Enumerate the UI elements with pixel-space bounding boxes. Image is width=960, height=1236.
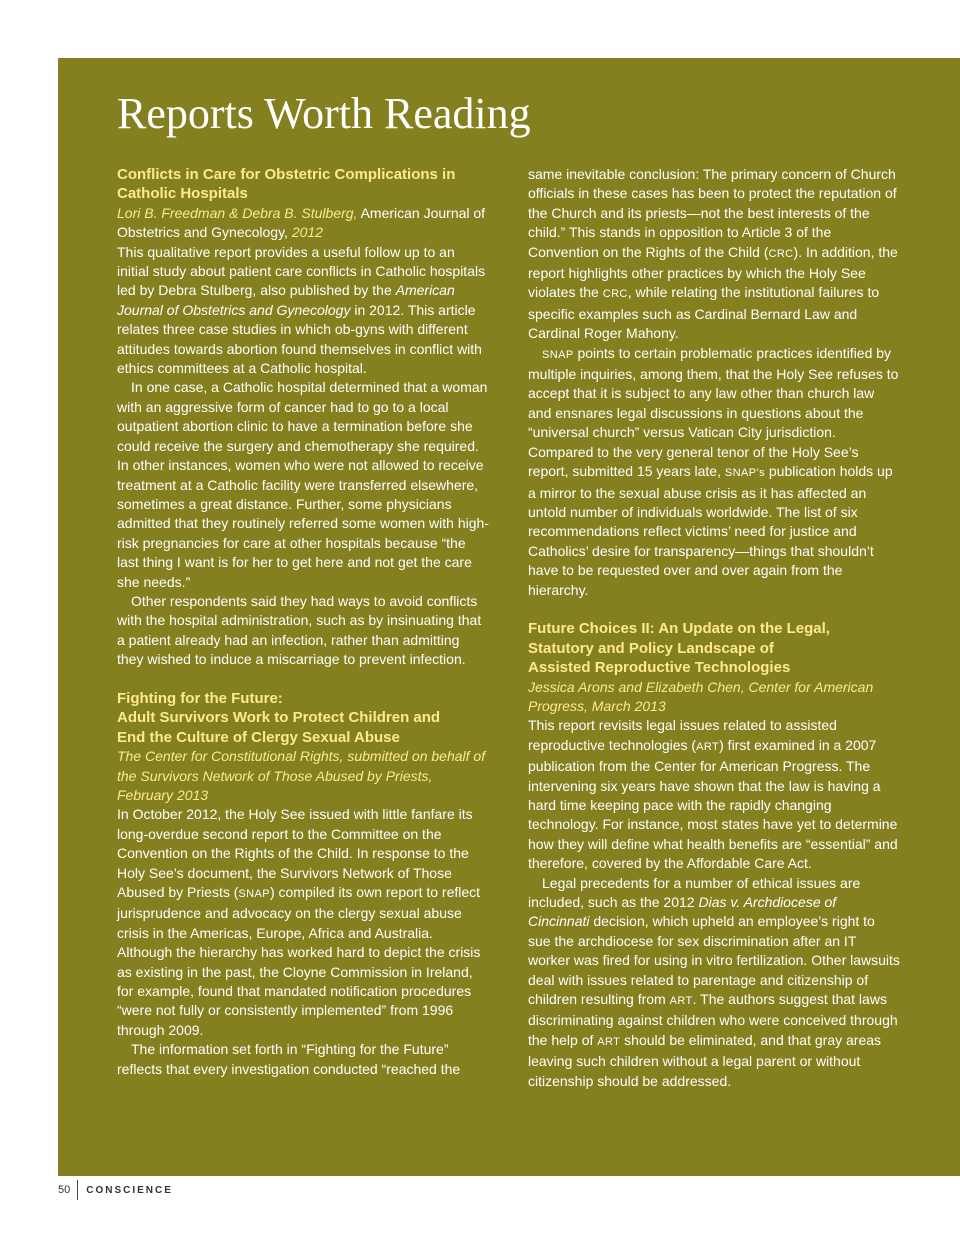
article-paragraph — [528, 165, 900, 344]
paragraph-text: ) first examined in a 2007 publication from the Center for American Progress. The intervening six years have shown that the law is having a hard time keeping pace with the rapidly changing technology. For instance, most states have yet to determine how they will define what health benefits are “essential” and therefore, covered by the Affordable Care Act. — [528, 736, 898, 872]
article-title: Conflicts in Care for Obstetric Complications in Catholic Hospitals — [117, 166, 456, 203]
paragraph-text: In October 2012, the Holy See issued with little fanfare its long-overdue second report to the Committee on the Convention on the Rights of the Child. In response to the Holy See’s document, the Survivors Network of Those Abused by Priests ( — [117, 806, 473, 901]
article-paragraph: Other respondents said they had ways to avoid conflicts with the hospital administration, such as by insinuating that a patient already had an infection, rather than admitting they wished to induce a miscarriage to prevent infection. — [117, 592, 482, 668]
article-paragraph — [117, 805, 489, 1040]
acronym: ART — [696, 740, 720, 753]
section-spacer — [528, 600, 900, 619]
title-line: End the Culture of Clergy Sexual Abuse — [117, 728, 400, 746]
paragraph-text: publication holds up a mirror to the sexual abuse crisis as it has affected an untold number of individuals worldwide. The list of six recommendations reflect victims’ need for justice and Catholics’ desire for transparency—things that shouldn’t have to be requested over and over again from the hierarchy. — [528, 463, 893, 598]
case-name: Dias v. Archdiocese of Cincinnati — [528, 894, 837, 930]
footer-divider — [77, 1180, 78, 1200]
acronym: SNAP’s — [724, 467, 765, 480]
left-column — [117, 165, 489, 1079]
article-byline — [117, 204, 489, 243]
paragraph-text: decision, which upheld an employee’s right to sue the archdiocese for sex discrimination after an IT worker was fired for using in vitro fertilization. Other lawsuits deal with issues related to parentage and citizenship of children resulting from — [528, 913, 900, 1008]
paragraph-text: , while relating the institutional failures to specific examples such as Cardinal Bernard Law and Cardinal Roger Mahony. — [528, 284, 880, 342]
paragraph-text: . The authors suggest that laws discriminating against children who were conceived through the help of — [528, 991, 898, 1048]
page-footer — [58, 1180, 173, 1200]
acronym: CRC — [602, 288, 628, 301]
paragraph-text: This report revisits legal issues related to assisted reproductive technologies ( — [528, 717, 837, 753]
paragraph-text: Legal precedents for a number of ethical issues are included, such as the 2012 — [528, 874, 861, 911]
acronym: SNAP — [238, 888, 270, 901]
article-paragraph: In one case, a Catholic hospital determined that a woman with an aggressive form of cancer had to go to a local outpatient abortion clinic to have a termination before she could receive the surgery and chemotherapy she required. In other instances, women who were not allowed to receive treatment at a Catholic facility were transferred elsewhere, sometimes a great distance. Further, some physicians admitted that they routinely referred some women with high-risk pregnancies for care at other hospitals because “the last thing I want is for her to get here and not get the care she needs.” — [117, 379, 489, 590]
title-line: Statutory and Policy Landscape of — [528, 639, 774, 657]
acronym: SNAP — [542, 348, 574, 361]
article-title — [528, 619, 900, 677]
section-spacer — [117, 670, 489, 689]
article-paragraph — [528, 716, 900, 873]
article-title — [117, 689, 489, 747]
paragraph-text: ). In addition, the report highlights other practices by which the Holy See violates the — [528, 243, 898, 301]
paragraph-text: points to certain problematic practices identified by multiple inquiries, among them, that the Holy See refuses to accept that it is subject to any law other than church law and ensnares legal discussions in questions about the “universal church” versus Vatican City jurisdiction. Compared to the very general tenor of the Holy See’s report, submitted 15 years late, — [528, 344, 899, 480]
acronym: ART — [597, 1035, 621, 1048]
article-paragraph — [528, 344, 900, 600]
paragraph-text: in 2012. This article relates three case studies in which ob-gyns with different attitudes towards abortion found themselves in conflict with ethics committees at a Catholic hospital. — [117, 301, 482, 377]
article-byline: Jessica Arons and Elizabeth Chen, Center for American Progress, March 2013 — [528, 678, 874, 714]
acronym: CRC — [768, 247, 794, 260]
acronym: ART — [669, 995, 693, 1008]
byline-authors: Lori B. Freedman & Debra B. Stulberg, — [117, 204, 358, 221]
journal-name: American Journal of Obstetrics and Gynecology — [117, 282, 455, 318]
magazine-name: CONSCIENCE — [86, 1184, 173, 1196]
title-line: Future Choices II: An Update on the Legal, — [528, 620, 830, 638]
paragraph-text: same inevitable conclusion: The primary concern of Church officials in these cases has been to protect the reputation of the Church and its priests—not the best interests of the child.” This stands in opposition to Article 3 of the Convention on the Rights of the Child ( — [528, 166, 897, 260]
page-number: 50 — [58, 1184, 71, 1196]
paragraph-text: ) compiled its own report to reflect jurisprudence and advocacy on the clergy sexual abuse crisis in the Americas, Europe, Africa and Australia. Although the hierarchy has worked hard to depict the crisis as existing in the past, the Cloyne Commission in Ireland, for example, found that mandated notification procedures “were not fully or consistently implemented” from 1996 through 2009. — [117, 884, 481, 1038]
article-paragraph — [117, 243, 489, 379]
article-paragraph: The information set forth in “Fighting for the Future” reflects that every investigation conducted “reached the — [117, 1041, 461, 1077]
paragraph-text: This qualitative report provides a useful follow up to an initial study about patient care conflicts in Catholic hospitals led by Debra Stulberg, also published by the — [117, 243, 486, 299]
byline-year: 2012 — [287, 224, 323, 241]
article-byline: The Center for Constitutional Rights, submitted on behalf of the Survivors Network of Those Abused by Priests, February 2013 — [117, 748, 486, 803]
right-column — [528, 165, 900, 1091]
page-title: Reports Worth Reading — [117, 89, 531, 138]
paragraph-text: should be eliminated, and that gray areas leaving such children without a legal parent or without citizenship should be addressed. — [528, 1031, 882, 1089]
title-line: Assisted Reproductive Technologies — [528, 659, 791, 677]
title-line: Fighting for the Future: — [117, 689, 283, 707]
article-paragraph — [528, 874, 900, 1091]
title-line: Adult Survivors Work to Protect Children and — [117, 709, 441, 727]
byline-source: American Journal of Obstetrics and Gynecology, — [117, 204, 486, 241]
